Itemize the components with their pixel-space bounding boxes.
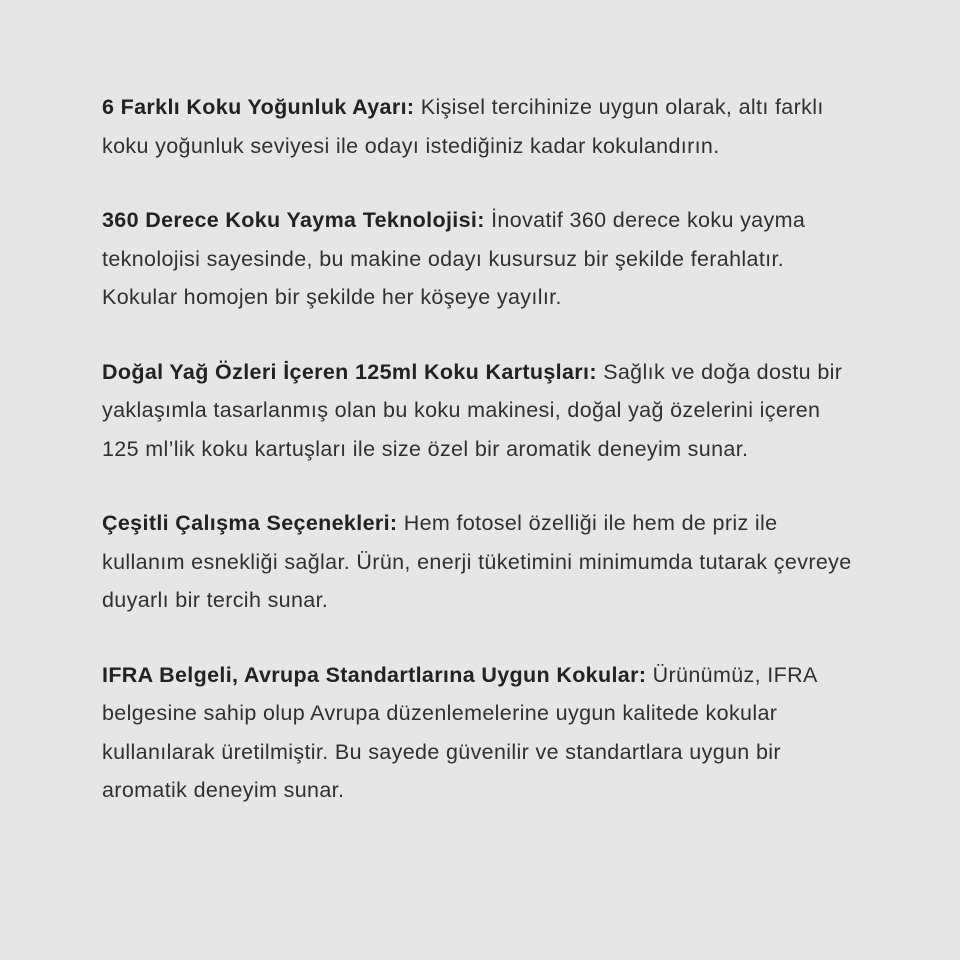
feature-title: Çeşitli Çalışma Seçenekleri: [102, 511, 398, 535]
feature-natural-oil-cartridges [102, 353, 862, 469]
feature-360-diffusion [102, 201, 862, 317]
feature-title: Doğal Yağ Özleri İçeren 125ml Koku Kartuşları: [102, 359, 597, 384]
feature-operation-options [102, 504, 862, 620]
feature-intensity-settings [102, 88, 862, 165]
feature-description: Hem fotosel özelliği ile hem de priz ile kullanım esnekliği sağlar. Ürün, enerji tüketimini minimumda tutarak çevreye duyarlı bir tercih sunar. [102, 511, 852, 612]
feature-description: Ürünümüz, IFRA belgesine sahip olup Avrupa düzenlemelerine uygun kalitede kokular kullanılarak üretilmiştir. Bu sayede güvenilir ve standartlara uygun bir aromatik deneyim sunar. [102, 662, 817, 802]
feature-description: Sağlık ve doğa dostu bir yaklaşımla tasarlanmış olan bu koku makinesi, doğal yağ özelerini içeren 125 ml’lik koku kartuşları ile size özel bir aromatik deneyim sunar. [102, 359, 843, 461]
feature-title: 6 Farklı Koku Yoğunluk Ayarı: [102, 95, 415, 119]
feature-ifra-certified [102, 656, 862, 810]
feature-title: 360 Derece Koku Yayma Teknolojisi: [102, 208, 485, 232]
feature-title: IFRA Belgeli, Avrupa Standartlarına Uygun Kokular: [102, 662, 647, 687]
feature-description: Kişisel tercihinize uygun olarak, altı farklı koku yoğunluk seviyesi ile odayı istediğiniz kadar kokulandırın. [102, 95, 824, 158]
feature-description: İnovatif 360 derece koku yayma teknolojisi sayesinde, bu makine odayı kusursuz bir şekilde ferahlatır. Kokular homojen bir şekilde her köşeye yayılır. [102, 208, 806, 309]
